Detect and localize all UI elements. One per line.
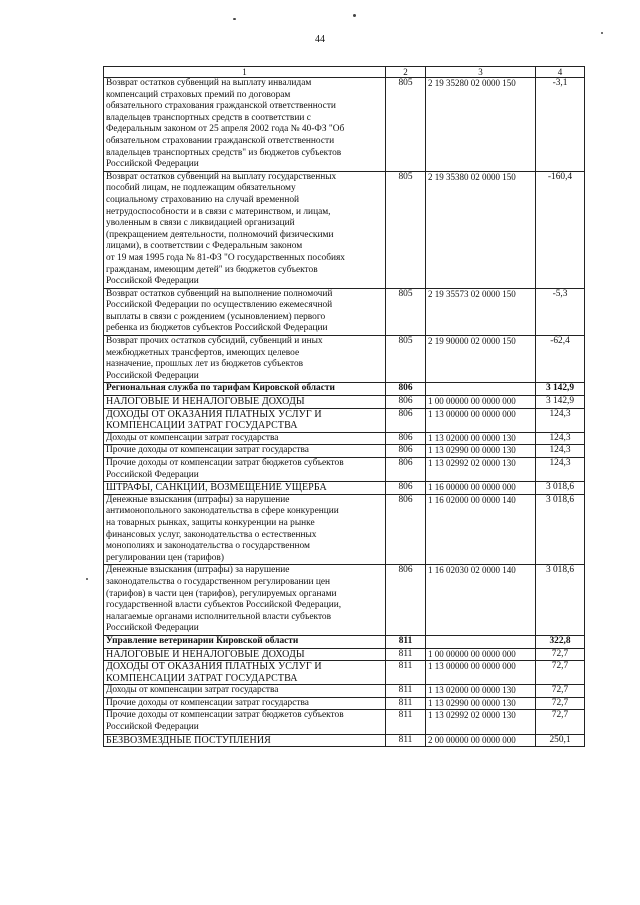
revenue-name-line: Прочие доходы от компенсации затрат бюджетов субъектов (106, 710, 344, 721)
revenue-name-cell (104, 78, 386, 172)
revenue-name-line: межбюджетных трансфертов, имеющих целевое (106, 347, 300, 358)
revenue-name-line: владельцев транспортных средств" из бюджетов субъектов (106, 147, 342, 158)
revenue-name-line: БЕЗВОЗМЕЗДНЫЕ ПОСТУПЛЕНИЯ (106, 734, 271, 746)
revenue-name-cell (104, 494, 386, 565)
table-row (104, 288, 585, 335)
admin-code-cell: 811 (386, 635, 426, 648)
revenue-name-line: Федеральным законом от 25 апреля 2002 года № 40-ФЗ "Об (106, 124, 345, 135)
budget-code-cell: 1 16 00000 00 0000 000 (426, 482, 536, 495)
admin-code-cell: 806 (386, 445, 426, 458)
revenue-name-line: Возврат остатков субвенций на выполнение полномочий (106, 288, 333, 299)
admin-code-cell: 811 (386, 710, 426, 734)
budget-code-cell: 1 16 02000 00 0000 140 (426, 494, 536, 565)
budget-code-cell (426, 635, 536, 648)
revenue-name-line: социальному страхованию на случай временной (106, 194, 300, 205)
table-row (104, 408, 585, 432)
revenue-name-cell (104, 635, 386, 648)
revenue-name-line: (тарифов) в части цен (тарифов), регулируемых органами (106, 588, 337, 599)
revenue-name-line: от 19 мая 1995 года № 81-ФЗ "О государственных пособиях (106, 252, 345, 263)
budget-revenue-table (103, 66, 585, 747)
revenue-name-cell (104, 171, 386, 288)
revenue-name-line: Возврат остатков субвенций на выплату государственных (106, 171, 337, 182)
revenue-name-line: уволенным в связи с ликвидацией организаций (106, 218, 295, 229)
header-col-2: 2 (386, 67, 426, 78)
budget-code-cell (426, 383, 536, 396)
amount-cell: 124,3 (536, 445, 585, 458)
revenue-name-cell (104, 458, 386, 482)
table-row (104, 482, 585, 495)
budget-code-cell: 2 19 35380 02 0000 150 (426, 171, 536, 288)
revenue-name-line: КОМПЕНСАЦИИ ЗАТРАТ ГОСУДАРСТВА (106, 672, 298, 684)
admin-code-cell: 806 (386, 432, 426, 445)
budget-code-cell: 2 00 00000 00 0000 000 (426, 734, 536, 747)
revenue-name-line: Прочие доходы от компенсации затрат государства (106, 697, 309, 708)
table-row (104, 648, 585, 661)
revenue-name-cell (104, 482, 386, 495)
revenue-name-cell (104, 383, 386, 396)
admin-code-cell: 806 (386, 482, 426, 495)
revenue-name-cell (104, 685, 386, 698)
table-row (104, 661, 585, 685)
revenue-name-line: налагаемые органами исполнительной власти субъектов (106, 611, 332, 622)
table-row (104, 635, 585, 648)
revenue-name-line: государственной власти субъектов Российской Федерации, (106, 600, 342, 611)
amount-cell: 124,3 (536, 432, 585, 445)
revenue-name-cell (104, 445, 386, 458)
revenue-name-line: Российской Федерации по осуществлению ежемесячной (106, 300, 333, 311)
budget-code-cell: 1 13 00000 00 0000 000 (426, 408, 536, 432)
revenue-name-line: назначение, прошлых лет из бюджетов субъектов (106, 359, 304, 370)
revenue-name-line: Российской Федерации (106, 276, 199, 287)
table-row (104, 432, 585, 445)
revenue-name-line: компенсаций страховых премий по договорам (106, 89, 291, 100)
revenue-name-line: ДОХОДЫ ОТ ОКАЗАНИЯ ПЛАТНЫХ УСЛУГ И (106, 408, 322, 420)
revenue-name-line: нетрудоспособности и в связи с материнством, и лицам, (106, 206, 331, 217)
table-row (104, 494, 585, 565)
admin-code-cell: 805 (386, 336, 426, 383)
revenue-name-cell (104, 408, 386, 432)
amount-cell: 72,7 (536, 697, 585, 710)
revenue-name-line: лицами), в соответствии с Федеральным законом (106, 241, 303, 252)
scan-speck (86, 578, 88, 580)
revenue-name-line: владельцев транспортных средств в соответствии с (106, 112, 311, 123)
revenue-name-line: ШТРАФЫ, САНКЦИИ, ВОЗМЕЩЕНИЕ УЩЕРБА (106, 482, 327, 494)
revenue-name-line: Российской Федерации (106, 722, 199, 733)
revenue-name-line: Возврат остатков субвенций на выплату инвалидам (106, 78, 312, 88)
revenue-name-cell (104, 396, 386, 409)
scan-speck (233, 18, 236, 20)
revenue-name-line: Возврат прочих остатков субсидий, субвенций и иных (106, 336, 323, 347)
revenue-name-line: Доходы от компенсации затрат государства (106, 432, 279, 443)
revenue-name-cell (104, 288, 386, 335)
budget-code-cell: 2 19 35573 02 0000 150 (426, 288, 536, 335)
revenue-name-line: (прекращением деятельности, полномочий физическими (106, 229, 334, 240)
table-row (104, 697, 585, 710)
admin-code-cell: 806 (386, 383, 426, 396)
table-row (104, 734, 585, 747)
amount-cell: 124,3 (536, 408, 585, 432)
revenue-name-line: выплаты в связи с рождением (усыновлением) первого (106, 311, 326, 322)
admin-code-cell: 811 (386, 697, 426, 710)
amount-cell: -160,4 (536, 171, 585, 288)
revenue-name-line: Доходы от компенсации затрат государства (106, 685, 279, 696)
admin-code-cell: 805 (386, 78, 426, 172)
admin-code-cell: 811 (386, 685, 426, 698)
admin-code-cell: 806 (386, 565, 426, 636)
table-row (104, 565, 585, 636)
revenue-name-line: на товарных рынках, защиты конкуренции на рынке (106, 517, 315, 528)
amount-cell: 124,3 (536, 458, 585, 482)
revenue-name-cell (104, 432, 386, 445)
revenue-name-line: обязательного страхования гражданской ответственности (106, 101, 336, 112)
revenue-name-cell (104, 648, 386, 661)
revenue-name-line: Управление ветеринарии Кировской области (106, 635, 299, 646)
table-header-row (104, 67, 585, 78)
budget-code-cell: 1 13 02992 02 0000 130 (426, 458, 536, 482)
amount-cell: 3 018,6 (536, 494, 585, 565)
revenue-name-line: ребенка из бюджетов субъектов Российской Федерации (106, 323, 328, 334)
scan-speck (353, 14, 356, 17)
revenue-name-cell (104, 734, 386, 747)
amount-cell: 250,1 (536, 734, 585, 747)
amount-cell: 3 018,6 (536, 482, 585, 495)
table-row (104, 383, 585, 396)
amount-cell: 72,7 (536, 685, 585, 698)
page-number: 44 (315, 34, 325, 45)
admin-code-cell: 806 (386, 408, 426, 432)
revenue-name-line: Российской Федерации (106, 469, 199, 480)
amount-cell: 3 018,6 (536, 565, 585, 636)
budget-code-cell: 1 13 02000 00 0000 130 (426, 432, 536, 445)
admin-code-cell: 806 (386, 396, 426, 409)
budget-code-cell: 1 00 00000 00 0000 000 (426, 396, 536, 409)
revenue-name-line: регулировании цен (тарифов) (106, 552, 224, 563)
revenue-name-line: антимонопольного законодательства в сфере конкуренции (106, 506, 339, 517)
table-row (104, 445, 585, 458)
table-row (104, 171, 585, 288)
revenue-name-line: Российской Федерации (106, 370, 199, 381)
revenue-name-line: ДОХОДЫ ОТ ОКАЗАНИЯ ПЛАТНЫХ УСЛУГ И (106, 661, 322, 673)
budget-code-cell: 1 16 02030 02 0000 140 (426, 565, 536, 636)
amount-cell: -3,1 (536, 78, 585, 172)
table-row (104, 710, 585, 734)
revenue-name-cell (104, 661, 386, 685)
revenue-name-line: гражданам, имеющим детей" из бюджетов субъектов (106, 264, 318, 275)
revenue-name-line: Денежные взыскания (штрафы) за нарушение (106, 494, 290, 505)
amount-cell: -62,4 (536, 336, 585, 383)
admin-code-cell: 811 (386, 734, 426, 747)
header-col-3: 3 (426, 67, 536, 78)
budget-code-cell: 2 19 90000 02 0000 150 (426, 336, 536, 383)
amount-cell: 322,8 (536, 635, 585, 648)
revenue-name-cell (104, 710, 386, 734)
amount-cell: 72,7 (536, 648, 585, 661)
amount-cell: 3 142,9 (536, 396, 585, 409)
revenue-name-line: обязательном страховании гражданской ответственности (106, 135, 335, 146)
amount-cell: 72,7 (536, 710, 585, 734)
revenue-name-cell (104, 565, 386, 636)
budget-code-cell: 1 00 00000 00 0000 000 (426, 648, 536, 661)
budget-code-cell: 1 13 02000 00 0000 130 (426, 685, 536, 698)
revenue-name-line: Региональная служба по тарифам Кировской области (106, 383, 335, 394)
table-row (104, 458, 585, 482)
amount-cell: 72,7 (536, 661, 585, 685)
admin-code-cell: 806 (386, 458, 426, 482)
revenue-name-cell (104, 336, 386, 383)
admin-code-cell: 811 (386, 661, 426, 685)
admin-code-cell: 805 (386, 288, 426, 335)
revenue-name-line: НАЛОГОВЫЕ И НЕНАЛОГОВЫЕ ДОХОДЫ (106, 648, 305, 660)
table-row (104, 396, 585, 409)
revenue-name-line: законодательства о государственном регулировании цен (106, 576, 331, 587)
revenue-name-line: монополиях и законодательства о государственном (106, 541, 310, 552)
budget-code-cell: 1 13 00000 00 0000 000 (426, 661, 536, 685)
table-row (104, 78, 585, 172)
admin-code-cell: 806 (386, 494, 426, 565)
revenue-name-line: Российской Федерации (106, 159, 199, 170)
budget-code-cell: 1 13 02990 00 0000 130 (426, 697, 536, 710)
revenue-name-line: пособий лицам, не подлежащим обязательному (106, 183, 296, 194)
revenue-name-line: Прочие доходы от компенсации затрат государства (106, 445, 309, 456)
amount-cell: 3 142,9 (536, 383, 585, 396)
revenue-name-line: Прочие доходы от компенсации затрат бюджетов субъектов (106, 458, 344, 468)
header-col-1: 1 (104, 67, 386, 78)
admin-code-cell: 805 (386, 171, 426, 288)
revenue-name-cell (104, 697, 386, 710)
header-col-4: 4 (536, 67, 585, 78)
amount-cell: -5,3 (536, 288, 585, 335)
budget-code-cell: 1 13 02990 00 0000 130 (426, 445, 536, 458)
revenue-name-line: Российской Федерации (106, 623, 199, 634)
revenue-name-line: Денежные взыскания (штрафы) за нарушение (106, 565, 290, 576)
revenue-name-line: финансовых услуг, законодательства о естественных (106, 529, 317, 540)
budget-code-cell: 2 19 35280 02 0000 150 (426, 78, 536, 172)
revenue-name-line: КОМПЕНСАЦИИ ЗАТРАТ ГОСУДАРСТВА (106, 420, 298, 432)
budget-code-cell: 1 13 02992 02 0000 130 (426, 710, 536, 734)
table-row (104, 336, 585, 383)
revenue-name-line: НАЛОГОВЫЕ И НЕНАЛОГОВЫЕ ДОХОДЫ (106, 396, 305, 408)
admin-code-cell: 811 (386, 648, 426, 661)
table-row (104, 685, 585, 698)
